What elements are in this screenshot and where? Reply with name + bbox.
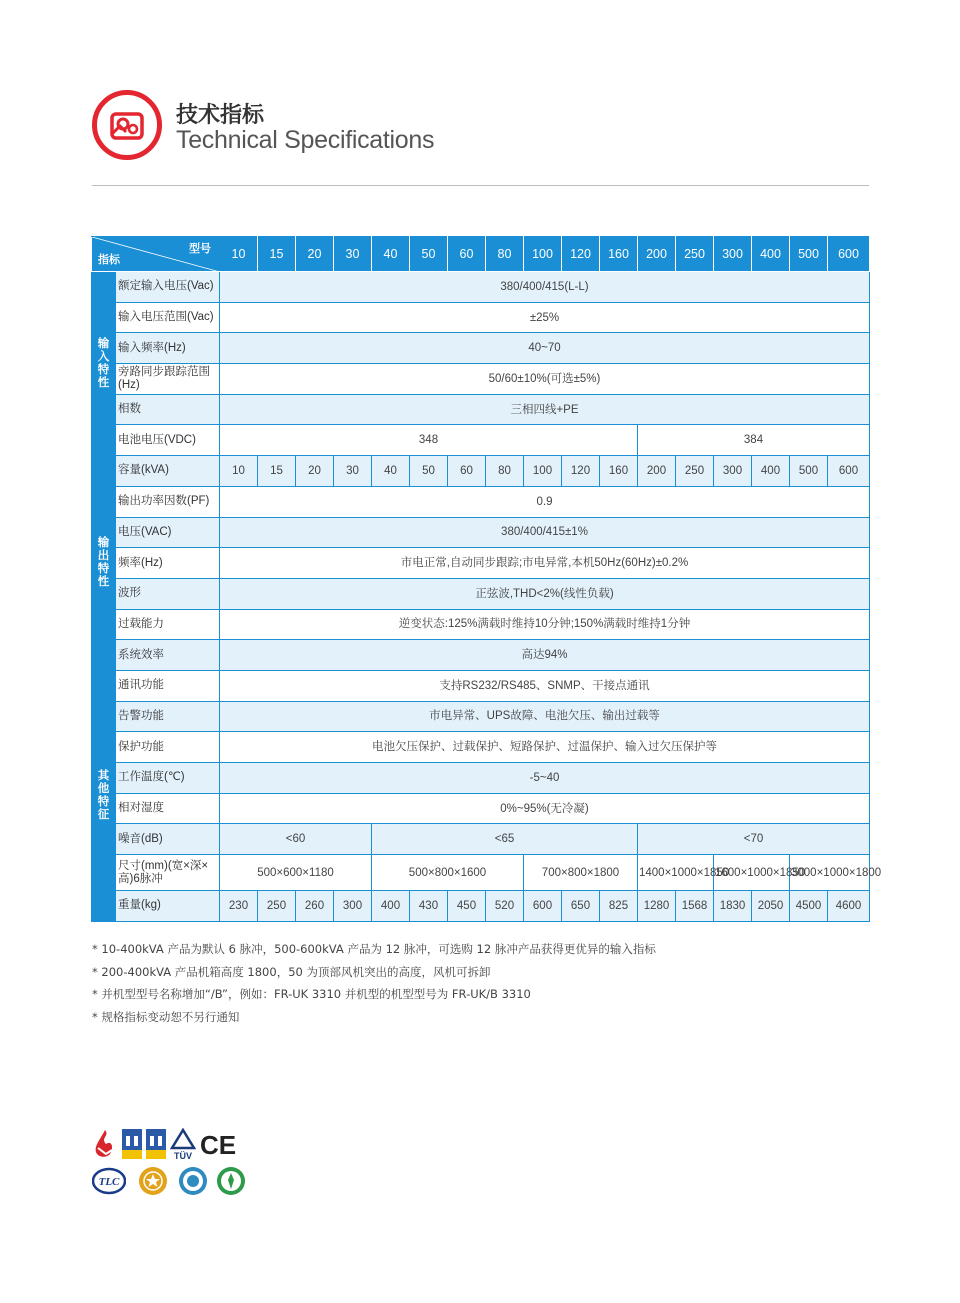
weight-cell: 2050 bbox=[752, 891, 790, 922]
page-title-cn: 技术指标 bbox=[176, 103, 265, 128]
row-value: <60 bbox=[220, 824, 372, 855]
model-cell: 80 bbox=[486, 237, 524, 272]
footnote: * 10-400kVA 产品为默认 6 脉冲，500-600kVA 产品为 12 脉冲，可选购 12 脉冲产品获得更优异的输入指标 bbox=[92, 942, 656, 956]
weight-cell: 1830 bbox=[714, 891, 752, 922]
table-row bbox=[92, 855, 870, 891]
capacity-cell: 120 bbox=[562, 456, 600, 487]
flame-logo-icon bbox=[92, 1128, 118, 1160]
table-row bbox=[92, 517, 870, 548]
row-label: 保护功能 bbox=[116, 732, 220, 763]
model-cell: 120 bbox=[562, 237, 600, 272]
table-row bbox=[92, 763, 870, 794]
table-row bbox=[92, 486, 870, 517]
corner-spec-label: 指标 bbox=[98, 254, 120, 266]
cert-badge-icon bbox=[121, 1128, 143, 1160]
table-row bbox=[92, 640, 870, 671]
row-label: 噪音(dB) bbox=[116, 824, 220, 855]
table-row bbox=[92, 824, 870, 855]
weight-cell: 230 bbox=[220, 891, 258, 922]
model-cell: 300 bbox=[714, 237, 752, 272]
weight-cell: 520 bbox=[486, 891, 524, 922]
model-cell: 40 bbox=[372, 237, 410, 272]
row-value: 1600×1000×1850 bbox=[714, 855, 790, 891]
row-label: 重量(kg) bbox=[116, 891, 220, 922]
capacity-cell: 80 bbox=[486, 456, 524, 487]
capacity-cell: 200 bbox=[638, 456, 676, 487]
table-row bbox=[92, 272, 870, 303]
row-value: 1400×1000×1850 bbox=[638, 855, 714, 891]
weight-cell: 300 bbox=[334, 891, 372, 922]
weight-cell: 4500 bbox=[790, 891, 828, 922]
table-row bbox=[92, 364, 870, 395]
group-other-label: 其他特征 bbox=[92, 670, 116, 921]
row-label: 相对湿度 bbox=[116, 793, 220, 824]
model-cell: 600 bbox=[828, 237, 870, 272]
row-value: 逆变状态:125%满载时维持10分钟;150%满载时维持1分钟 bbox=[220, 609, 870, 640]
certification-logos bbox=[92, 1128, 252, 1198]
capacity-cell: 250 bbox=[676, 456, 714, 487]
capacity-cell: 30 bbox=[334, 456, 372, 487]
capacity-cell: 50 bbox=[410, 456, 448, 487]
row-value: 500×800×1600 bbox=[372, 855, 524, 891]
capacity-cell: 60 bbox=[448, 456, 486, 487]
table-row bbox=[92, 609, 870, 640]
row-value: -5~40 bbox=[220, 763, 870, 794]
model-cell: 200 bbox=[638, 237, 676, 272]
spec-table bbox=[91, 236, 882, 922]
group-input-label: 输入特性 bbox=[92, 272, 116, 456]
row-value: 三相四线+PE bbox=[220, 394, 870, 425]
section-logo bbox=[92, 90, 162, 160]
specs-gear-icon bbox=[106, 104, 148, 146]
row-value: 384 bbox=[638, 425, 870, 456]
row-label: 通讯功能 bbox=[116, 670, 220, 701]
table-row bbox=[92, 891, 870, 922]
row-value: 380/400/415(L-L) bbox=[220, 272, 870, 303]
svg-text:CE: CE bbox=[200, 1130, 237, 1158]
model-header-row bbox=[92, 237, 870, 272]
cert-badge-icon bbox=[145, 1128, 167, 1160]
capacity-cell: 40 bbox=[372, 456, 410, 487]
row-value: 380/400/415±1% bbox=[220, 517, 870, 548]
page-title-en: Technical Specifications bbox=[176, 126, 435, 154]
capacity-cell: 500 bbox=[790, 456, 828, 487]
row-value: <70 bbox=[638, 824, 870, 855]
table-row bbox=[92, 793, 870, 824]
table-row bbox=[92, 578, 870, 609]
capacity-cell: 400 bbox=[752, 456, 790, 487]
footnote: * 规格指标变动恕不另行通知 bbox=[92, 1009, 240, 1024]
row-value: 市电异常、UPS故障、电池欠压、输出过载等 bbox=[220, 701, 870, 732]
row-label: 波形 bbox=[116, 578, 220, 609]
model-cell: 250 bbox=[676, 237, 714, 272]
row-value: 3000×1000×1800 bbox=[790, 855, 870, 891]
capacity-cell: 15 bbox=[258, 456, 296, 487]
row-value: ±25% bbox=[220, 302, 870, 333]
weight-cell: 450 bbox=[448, 891, 486, 922]
row-value: <65 bbox=[372, 824, 638, 855]
weight-cell: 1568 bbox=[676, 891, 714, 922]
table-row bbox=[92, 394, 870, 425]
row-label: 旁路同步跟踪范围(Hz) bbox=[116, 364, 220, 395]
row-value: 电池欠压保护、过载保护、短路保护、过温保护、输入过欠压保护等 bbox=[220, 732, 870, 763]
row-label: 额定输入电压(Vac) bbox=[116, 272, 220, 303]
row-label: 电压(VAC) bbox=[116, 517, 220, 548]
table-row bbox=[92, 425, 870, 456]
row-value: 700×800×1800 bbox=[524, 855, 638, 891]
emblem-seal-icon bbox=[138, 1166, 168, 1196]
ce-mark-icon bbox=[198, 1130, 238, 1158]
capacity-cell: 600 bbox=[828, 456, 870, 487]
table-row bbox=[92, 302, 870, 333]
weight-cell: 650 bbox=[562, 891, 600, 922]
capacity-cell: 100 bbox=[524, 456, 562, 487]
green-seal-icon bbox=[216, 1166, 246, 1196]
weight-cell: 1280 bbox=[638, 891, 676, 922]
tuv-logo-icon bbox=[170, 1128, 196, 1160]
model-cell: 160 bbox=[600, 237, 638, 272]
row-label: 相数 bbox=[116, 394, 220, 425]
footnote: * 200-400kVA 产品机箱高度 1800，50 为顶部风机突出的高度，风机可拆卸 bbox=[92, 964, 491, 979]
row-value: 348 bbox=[220, 425, 638, 456]
row-label: 告警功能 bbox=[116, 701, 220, 732]
model-cell: 500 bbox=[790, 237, 828, 272]
table-row bbox=[92, 732, 870, 763]
model-cell: 30 bbox=[334, 237, 372, 272]
model-cell: 20 bbox=[296, 237, 334, 272]
model-cell: 50 bbox=[410, 237, 448, 272]
model-cell: 100 bbox=[524, 237, 562, 272]
svg-text:TLC: TLC bbox=[98, 1176, 120, 1188]
header-divider bbox=[92, 185, 869, 186]
row-value: 高达94% bbox=[220, 640, 870, 671]
row-label: 容量(kVA) bbox=[116, 456, 220, 487]
row-value: 40~70 bbox=[220, 333, 870, 364]
capacity-cell: 160 bbox=[600, 456, 638, 487]
footnotes bbox=[92, 938, 656, 1028]
row-value: 50/60±10%(可选±5%) bbox=[220, 364, 870, 395]
row-label: 输入频率(Hz) bbox=[116, 333, 220, 364]
model-cell: 60 bbox=[448, 237, 486, 272]
row-label: 系统效率 bbox=[116, 640, 220, 671]
row-label: 频率(Hz) bbox=[116, 548, 220, 579]
weight-cell: 825 bbox=[600, 891, 638, 922]
capacity-cell: 300 bbox=[714, 456, 752, 487]
table-row bbox=[92, 548, 870, 579]
capacity-cell: 10 bbox=[220, 456, 258, 487]
weight-cell: 400 bbox=[372, 891, 410, 922]
weight-cell: 4600 bbox=[828, 891, 870, 922]
row-label: 尺寸(mm)(宽×深×高)6脉冲 bbox=[116, 855, 220, 891]
row-value: 正弦波,THD<2%(线性负载) bbox=[220, 578, 870, 609]
tlc-logo-icon bbox=[92, 1166, 126, 1196]
row-value: 支持RS232/RS485、SNMP、干接点通讯 bbox=[220, 670, 870, 701]
row-value: 0%~95%(无冷凝) bbox=[220, 793, 870, 824]
table-row bbox=[92, 456, 870, 487]
row-label: 电池电压(VDC) bbox=[116, 425, 220, 456]
corner-cell bbox=[92, 237, 220, 272]
row-label: 输入电压范围(Vac) bbox=[116, 302, 220, 333]
row-value: 500×600×1180 bbox=[220, 855, 372, 891]
svg-text:TÜV: TÜV bbox=[174, 1151, 192, 1160]
table-row bbox=[92, 333, 870, 364]
corner-model-label: 型号 bbox=[189, 243, 211, 255]
row-label: 工作温度(℃) bbox=[116, 763, 220, 794]
row-value: 0.9 bbox=[220, 486, 870, 517]
weight-cell: 600 bbox=[524, 891, 562, 922]
weight-cell: 250 bbox=[258, 891, 296, 922]
group-output-label: 输出特性 bbox=[92, 456, 116, 671]
row-label: 输出功率因数(PF) bbox=[116, 486, 220, 517]
row-label: 过载能力 bbox=[116, 609, 220, 640]
footnote: * 并机型型号名称增加“/B”，例如：FR-UK 3310 并机型的机型型号为 FR-UK/B 3310 bbox=[92, 987, 531, 1001]
row-value: 市电正常,自动同步跟踪;市电异常,本机50Hz(60Hz)±0.2% bbox=[220, 548, 870, 579]
table-row bbox=[92, 701, 870, 732]
model-cell: 15 bbox=[258, 237, 296, 272]
capacity-cell: 20 bbox=[296, 456, 334, 487]
model-cell: 10 bbox=[220, 237, 258, 272]
table-row bbox=[92, 670, 870, 701]
cert-seal-icon bbox=[178, 1166, 208, 1196]
weight-cell: 260 bbox=[296, 891, 334, 922]
model-cell: 400 bbox=[752, 237, 790, 272]
weight-cell: 430 bbox=[410, 891, 448, 922]
